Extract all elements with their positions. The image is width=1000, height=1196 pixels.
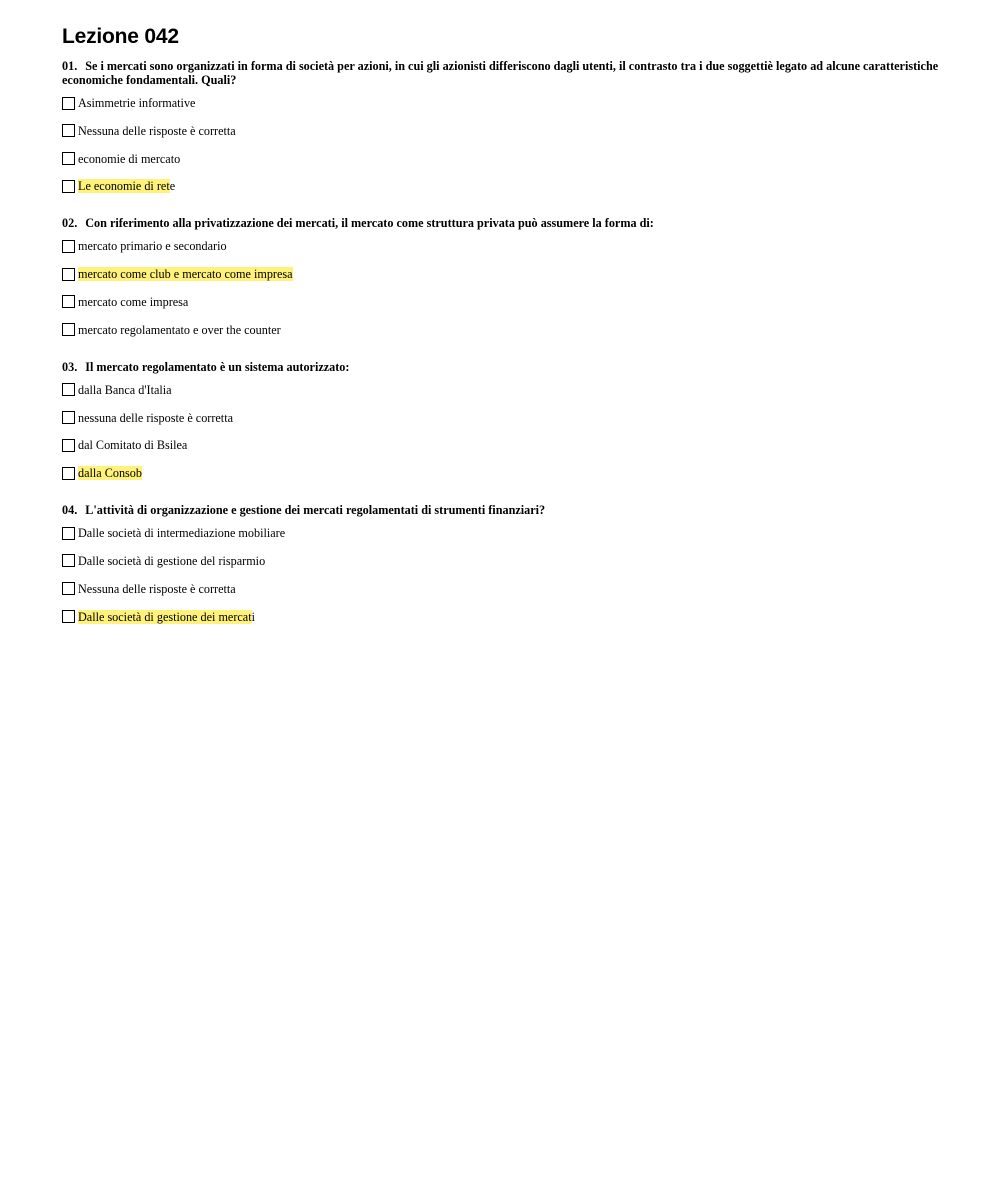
answer-label [78,179,175,193]
answer-option[interactable] [62,609,942,625]
answer-highlighted-text: mercato come club e mercato come impresa [78,267,293,282]
answer-label [78,466,142,480]
answer-text: Dalle società di intermediazione mobiliare [78,526,286,541]
question-04 [62,503,942,624]
question-number: 04. [62,503,78,518]
answer-option[interactable] [62,322,942,338]
answer-checkbox[interactable] [62,268,75,281]
lesson-title: Lezione 042 [62,25,179,48]
answer-label [78,383,172,397]
answer-highlighted-text: dalla Consob [78,466,142,481]
answer-option[interactable] [62,525,942,541]
answer-option[interactable] [62,437,942,453]
question-text [62,216,942,230]
answer-label [78,411,233,425]
answer-option[interactable] [62,95,942,111]
answer-option[interactable] [62,581,942,597]
answer-text: dal Comitato di Bsilea [78,438,188,453]
question-text [62,360,942,374]
answer-label [78,152,180,166]
question-body: Il mercato regolamentato è un sistema autorizzato: [85,359,350,374]
question-02 [62,216,942,337]
question-body: L'attività di organizzazione e gestione dei mercati regolamentati di strumenti finanziari? [85,503,546,518]
answer-checkbox[interactable] [62,152,75,165]
answer-highlighted-text: Le economie di ret [78,179,170,194]
answer-text: Dalle società di gestione del risparmio [78,553,266,568]
question-number: 01. [62,59,78,73]
answer-checkbox[interactable] [62,383,75,396]
answer-text: nessuna delle risposte è corretta [78,410,233,425]
question-body: Con riferimento alla privatizzazione dei mercati, il mercato come struttura privata può assumere la forma di: [85,216,654,231]
answer-checkbox[interactable] [62,554,75,567]
answer-checkbox[interactable] [62,124,75,137]
document-page [62,24,942,625]
answer-text: dalla Banca d'Italia [78,382,172,397]
answer-checkbox[interactable] [62,295,75,308]
answer-checkbox[interactable] [62,240,75,253]
question-text [62,503,942,517]
question-text [62,59,942,87]
answer-option[interactable] [62,123,942,139]
answer-checkbox[interactable] [62,582,75,595]
answer-checkbox[interactable] [62,97,75,110]
question-03 [62,360,942,481]
answer-label [78,323,281,337]
answer-option[interactable] [62,266,942,282]
answer-option[interactable] [62,238,942,254]
answer-text: e [169,179,176,194]
answer-text: i [251,609,255,624]
answer-label [78,526,285,540]
answer-label [78,295,188,309]
answer-option[interactable] [62,382,942,398]
answer-option[interactable] [62,465,942,481]
question-number: 02. [62,216,78,231]
question-body: Se i mercati sono organizzati in forma di società per azioni, in cui gli azionisti differiscono dagli utenti, il contrasto tra i due soggettiè legato ad alcune caratteristiche economiche fondamentali. Quali? [62,59,939,87]
answer-text: Asimmetrie informative [78,96,196,110]
answer-option[interactable] [62,410,942,426]
answer-checkbox[interactable] [62,527,75,540]
answer-label [78,239,227,253]
answer-text: mercato come impresa [78,294,189,309]
answer-option[interactable] [62,178,942,194]
answer-checkbox[interactable] [62,610,75,623]
answer-text: Nessuna delle risposte è corretta [78,581,236,596]
question-number: 03. [62,359,78,374]
answer-text: mercato regolamentato e over the counter [78,322,281,337]
answer-label [78,610,255,624]
answer-text: mercato primario e secondario [78,239,227,254]
answer-checkbox[interactable] [62,323,75,336]
answer-label [78,96,195,110]
answer-checkbox[interactable] [62,411,75,424]
answer-option[interactable] [62,294,942,310]
answer-checkbox[interactable] [62,467,75,480]
answer-label [78,124,236,138]
answer-label [78,582,236,596]
answer-text: Nessuna delle risposte è corretta [78,123,236,138]
answer-label [78,267,293,281]
answer-highlighted-text: Dalle società di gestione dei mercat [78,609,252,624]
answer-text: economie di mercato [78,151,181,166]
answer-label [78,438,187,452]
answer-option[interactable] [62,553,942,569]
answer-checkbox[interactable] [62,180,75,193]
answer-label [78,554,265,568]
answer-option[interactable] [62,151,942,167]
answer-checkbox[interactable] [62,439,75,452]
question-01 [62,59,942,194]
